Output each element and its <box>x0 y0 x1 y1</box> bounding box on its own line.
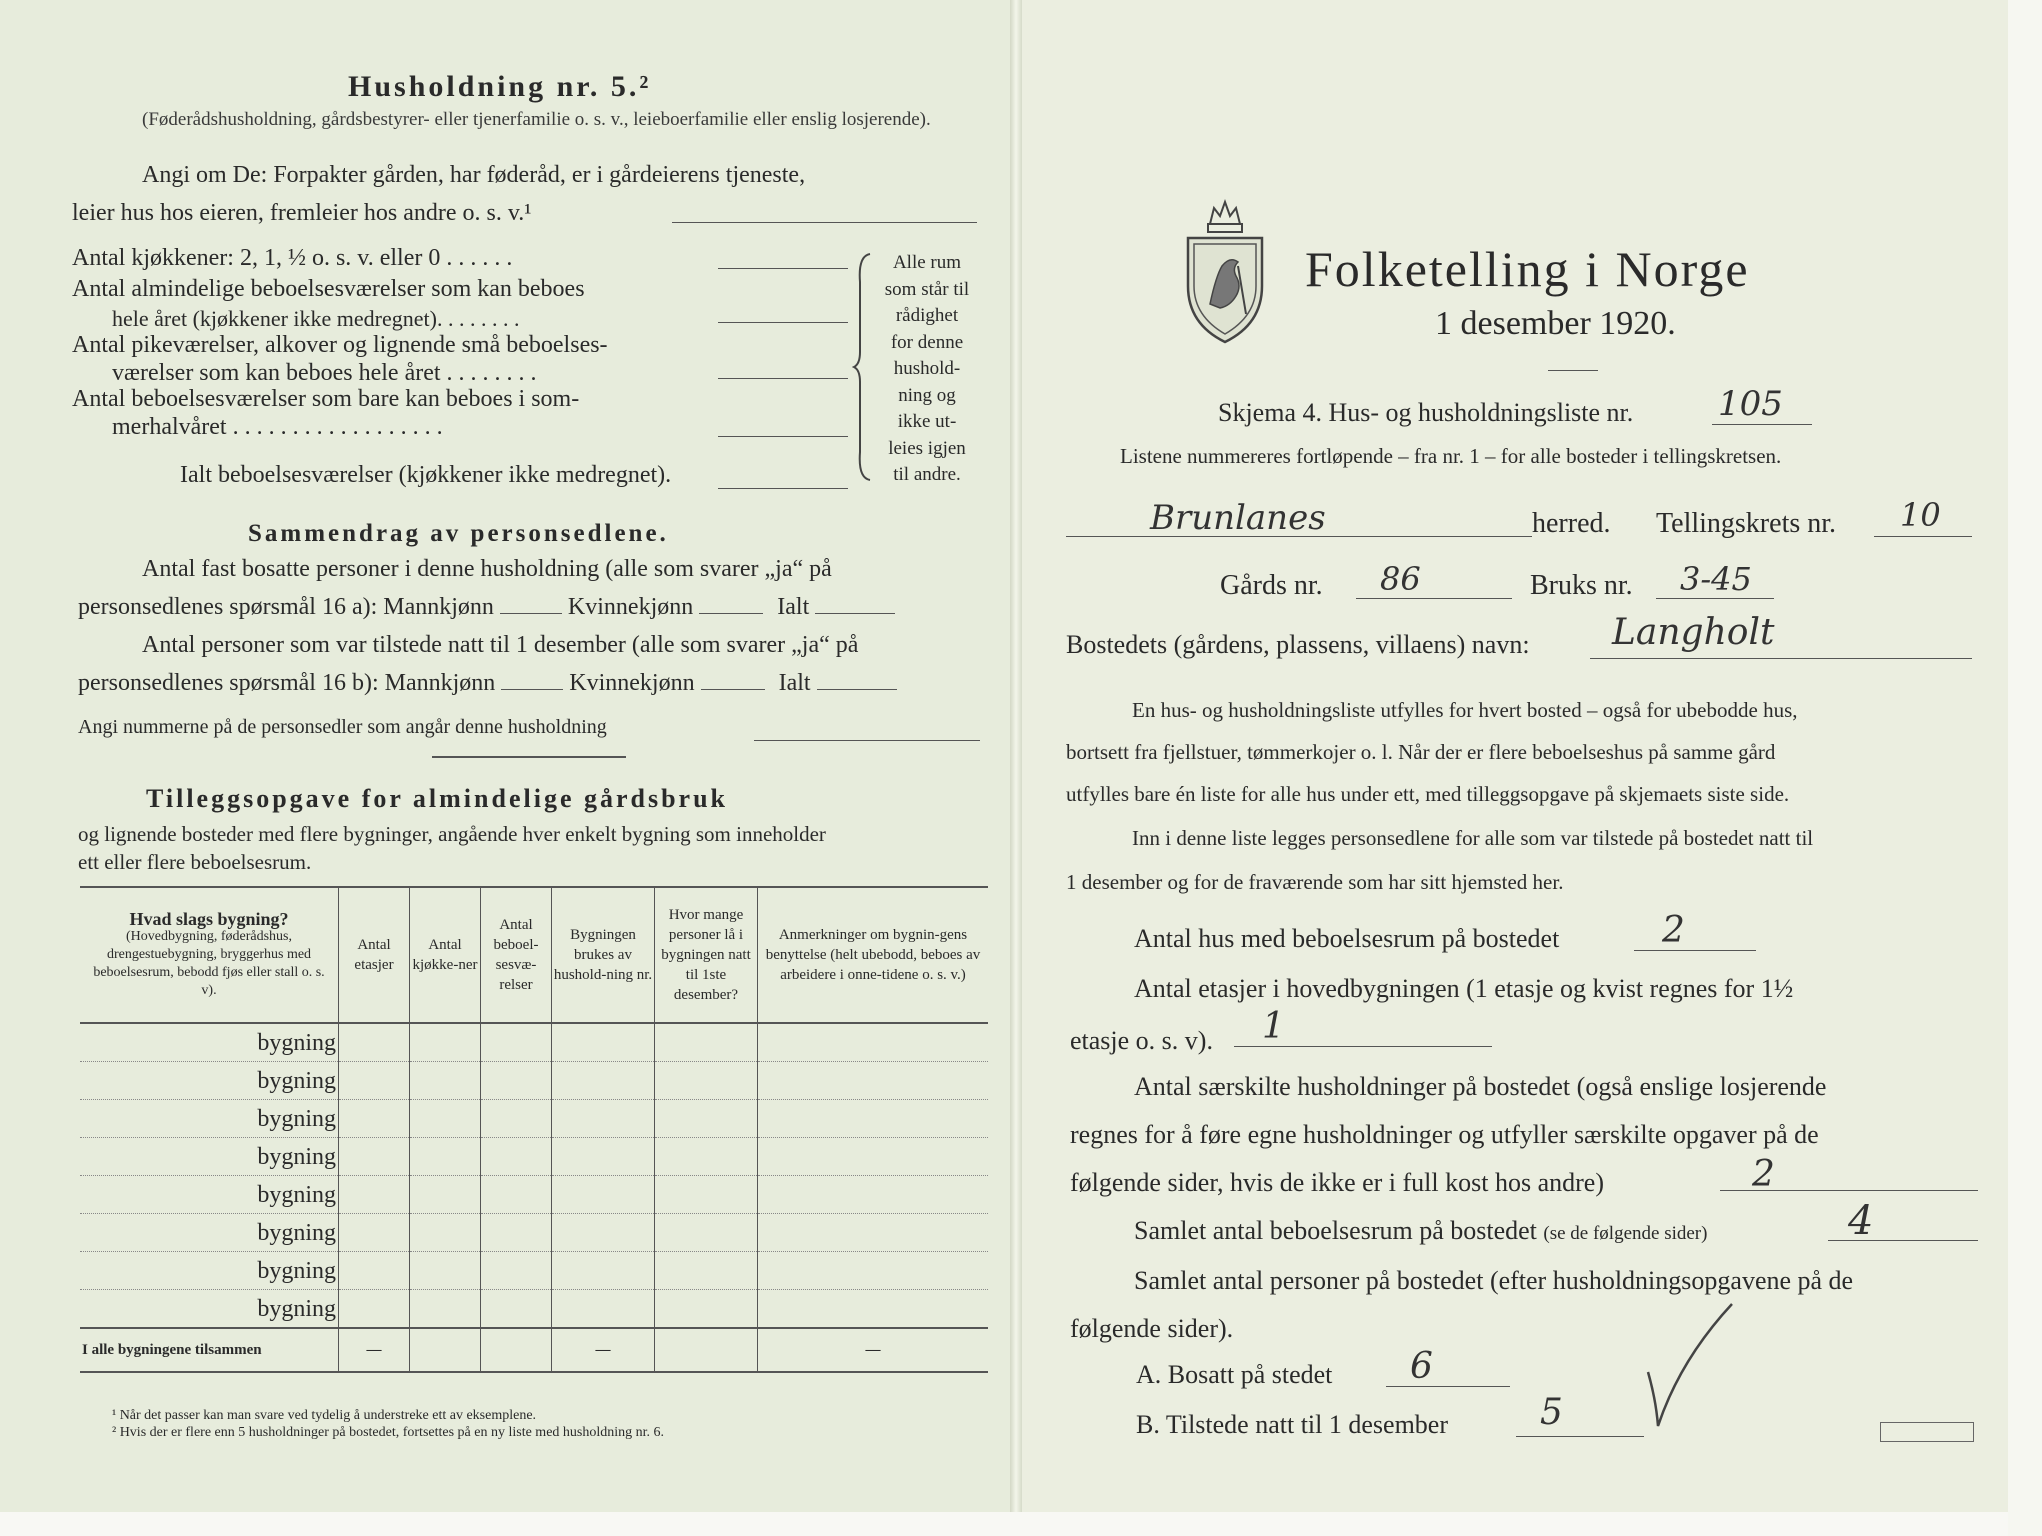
cell[interactable] <box>410 1252 481 1290</box>
a-resident-line <box>1386 1386 1510 1387</box>
header-persons: Hvor mange personer lå i bygningen natt til 1ste desember? <box>655 887 758 1023</box>
cell[interactable] <box>481 1023 552 1062</box>
numbers-answer-line[interactable] <box>754 740 980 741</box>
side-note-line: ikke ut- <box>897 411 957 432</box>
table-row <box>80 1138 988 1176</box>
ask-answer-line[interactable] <box>672 222 977 223</box>
table-row <box>80 1062 988 1100</box>
rooms-a-line-2: hele året (kjøkkener ikke medregnet). . . . . . . . <box>112 306 520 331</box>
numbering-note: Listene nummereres fortløpende – fra nr. 1 – for alle bosteder i tellingskretsen. <box>1120 444 1782 468</box>
rooms-b-answer-line[interactable] <box>718 378 848 379</box>
cell[interactable] <box>655 1252 758 1290</box>
summary-b-mann-field[interactable] <box>501 689 563 690</box>
cell[interactable] <box>758 1252 989 1290</box>
ask-line-2: leier hus hos eieren, fremleier hos andre o. s. v.¹ <box>72 200 532 226</box>
header-remarks: Anmerkninger om bygnin-gens benyttelse (helt ubebodd, beboes av arbeidere i onne-tidene o. s. v.) <box>758 887 989 1023</box>
cell[interactable] <box>339 1290 410 1329</box>
row-label: bygning <box>80 1214 339 1252</box>
summary-a-line-2 <box>78 594 895 621</box>
header-floors: Antal etasjer <box>339 887 410 1023</box>
q-households-line-3: følgende sider, hvis de ikke er i full kost hos andre) <box>1070 1168 1604 1197</box>
right-page <box>1015 0 2042 1536</box>
total-rooms-question: Ialt beboelsesværelser (kjøkkener ikke medregnet). <box>180 462 672 488</box>
cell[interactable] <box>758 1062 989 1100</box>
total-rooms-answer-line[interactable] <box>718 488 848 489</box>
summary-a-label: personsedlenes spørsmål 16 a): Mannkjønn <box>78 594 494 620</box>
cell[interactable] <box>758 1100 989 1138</box>
scan-right-edge <box>2008 0 2042 1536</box>
side-note-line: for denne <box>890 331 964 353</box>
cell[interactable] <box>410 1176 481 1214</box>
summary-b-line-1: Antal personer som var tilstede natt til 1 desember (alle som svarer „ja“ på <box>142 632 859 658</box>
row-label: bygning <box>80 1023 339 1062</box>
rooms-a-line-1: Antal almindelige beboelsesværelser som kan beboes <box>72 276 585 302</box>
row-label: bygning <box>80 1100 339 1138</box>
cell[interactable] <box>655 1138 758 1176</box>
summary-title: Sammendrag av personsedlene. <box>248 520 669 547</box>
row-label: bygning <box>80 1062 339 1100</box>
rooms-b-line-2: værelser som kan beboes hele året . . . . . . . . <box>112 360 537 386</box>
checkmark-icon <box>1640 1300 1740 1430</box>
total-row-label: I alle bygningene tilsammen <box>80 1328 339 1372</box>
tellingskrets-line <box>1874 536 1972 537</box>
tellingskrets-value[interactable]: 10 <box>1900 496 1941 534</box>
printer-stamp <box>1880 1422 1974 1442</box>
page-fold <box>1010 0 1022 1536</box>
cell[interactable] <box>339 1138 410 1176</box>
b-present-line <box>1516 1436 1644 1437</box>
cell[interactable] <box>481 1176 552 1214</box>
herred-line <box>1066 536 1532 537</box>
side-note-line: rådighet <box>895 305 959 326</box>
q-rooms-line <box>1828 1240 1978 1241</box>
household-intro: (Føderådshusholdning, gårdsbestyrer- eller tjenerfamilie o. s. v., leieboerfamilie eller enslig losjerende). <box>142 109 931 130</box>
rooms-c-line-2: merhalvåret . . . . . . . . . . . . . . . . . . <box>112 414 443 440</box>
b-present-label: B. Tilstede natt til 1 desember <box>1136 1410 1448 1439</box>
side-note-line: hushold- <box>893 358 961 379</box>
side-note <box>872 250 982 489</box>
bruks-line <box>1656 598 1774 599</box>
q-persons-line-2: følgende sider). <box>1070 1314 1234 1343</box>
cell[interactable] <box>481 1252 552 1290</box>
cell[interactable] <box>758 1290 989 1329</box>
row-label: bygning <box>80 1176 339 1214</box>
supplement-title: Tilleggsopgave for almindelige gårdsbruk <box>146 784 729 813</box>
cell[interactable] <box>552 1062 655 1100</box>
cell[interactable] <box>758 1176 989 1214</box>
cell[interactable] <box>655 1176 758 1214</box>
cell[interactable] <box>410 1100 481 1138</box>
cell[interactable] <box>552 1252 655 1290</box>
cell[interactable] <box>339 1252 410 1290</box>
summary-a-kvinne-label: Kvinnekjønn <box>567 594 694 620</box>
cell[interactable] <box>410 1023 481 1062</box>
gards-value[interactable]: 86 <box>1380 560 1421 598</box>
ask-line-1: Angi om De: Forpakter gården, har føderåd, er i gårdeierens tjeneste, <box>142 162 806 188</box>
herred-label: herred. <box>1532 508 1611 539</box>
rooms-c-answer-line[interactable] <box>718 436 848 437</box>
cell[interactable] <box>655 1100 758 1138</box>
q-floors-line-1: Antal etasjer i hovedbygningen (1 etasje og kvist regnes for 1½ <box>1134 974 1794 1003</box>
summary-a-line-1: Antal fast bosatte personer i denne husholdning (alle som svarer „ja“ på <box>142 556 832 582</box>
kitchens-question: Antal kjøkkener: 2, 1, ½ o. s. v. eller 0 . . . . . . <box>72 245 513 271</box>
buildings-table <box>80 886 988 1373</box>
schema-number-line <box>1712 424 1812 425</box>
summary-b-ialt-field[interactable] <box>817 689 897 690</box>
instruction-3: utfylles bare én liste for alle hus under ett, med tilleggsopgave på skjemaets siste side. <box>1066 782 1790 806</box>
header-building-type-text: (Hovedbygning, føderådshus, drengestuebygning, bryggerhus med beboelsesrum, bebodd fjøs eller stall o. s. v). <box>93 929 325 998</box>
table-row <box>80 1023 988 1062</box>
numbers-line: Angi nummerne på de personsedler som angår denne husholdning <box>78 716 607 738</box>
cell[interactable] <box>339 1062 410 1100</box>
cell[interactable] <box>481 1214 552 1252</box>
cell[interactable] <box>552 1214 655 1252</box>
bosted-value[interactable]: Langholt <box>1612 612 1775 653</box>
summary-b-line-2 <box>78 670 897 697</box>
summary-b-kvinne-field[interactable] <box>701 689 765 690</box>
total-rooms[interactable] <box>481 1328 552 1372</box>
rooms-b-line-1: Antal pikeværelser, alkover og lignende små beboelses- <box>72 332 608 358</box>
table-row <box>80 1100 988 1138</box>
cell[interactable] <box>410 1062 481 1100</box>
cell[interactable] <box>339 1176 410 1214</box>
cell[interactable] <box>758 1214 989 1252</box>
table-header-row <box>80 887 988 1023</box>
q-households-line-1: Antal særskilte husholdninger på bostedet (også enslige losjerende <box>1134 1072 1827 1101</box>
cell[interactable] <box>410 1214 481 1252</box>
a-resident-value[interactable]: 6 <box>1410 1346 1433 1387</box>
row-label: bygning <box>80 1290 339 1329</box>
instruction-2: bortsett fra fjellstuer, tømmerkojer o. l. Når der er flere beboelseshus på samme gård <box>1066 740 1776 764</box>
b-present-value[interactable]: 5 <box>1540 1392 1563 1433</box>
schema-number[interactable]: 105 <box>1718 384 1783 424</box>
title-rule <box>1548 370 1598 371</box>
supplement-text-1: og lignende bosteder med flere bygninger, angående hver enkelt bygning som inneholder <box>78 822 826 846</box>
q-houses-line <box>1634 950 1756 951</box>
bruks-value[interactable]: 3-45 <box>1680 560 1752 598</box>
summary-b-kvinne-label: Kvinnekjønn <box>569 670 695 696</box>
total-used-by: — <box>552 1328 655 1372</box>
cell[interactable] <box>481 1062 552 1100</box>
footnote-1: ¹ Når det passer kan man svare ved tydelig å understreke ett av eksemplene. <box>112 1408 537 1423</box>
supplement-text-2: ett eller flere beboelsesrum. <box>78 850 312 874</box>
side-note-line: som står til <box>884 278 970 300</box>
herred-value[interactable]: Brunlanes <box>1150 498 1326 538</box>
q-rooms-label-small: (se de følgende sider) <box>1543 1223 1708 1244</box>
gards-line <box>1356 598 1512 599</box>
cell[interactable] <box>655 1023 758 1062</box>
q-floors-line-2: etasje o. s. v). <box>1070 1026 1213 1055</box>
cell[interactable] <box>552 1290 655 1329</box>
instruction-4: Inn i denne liste legges personsedlene for alle som var tilstede på bostedet natt til <box>1132 826 1814 850</box>
total-persons[interactable] <box>655 1328 758 1372</box>
q-houses-label: Antal hus med beboelsesrum på bostedet <box>1134 924 1560 953</box>
census-title: Folketelling i Norge <box>1305 241 1750 297</box>
gards-label: Gårds nr. <box>1220 570 1323 601</box>
header-used-by: Bygningen brukes av hushold-ning nr. <box>552 887 655 1023</box>
instruction-1: En hus- og husholdningsliste utfylles for hvert bosted – også for ubebodde hus, <box>1132 698 1798 722</box>
header-rooms: Antal beboel-sesvæ-relser <box>481 887 552 1023</box>
q-houses-value[interactable]: 2 <box>1662 910 1685 951</box>
cell[interactable] <box>655 1290 758 1329</box>
total-floors: — <box>339 1328 410 1372</box>
table-total-row <box>80 1328 988 1372</box>
coat-of-arms-icon <box>1180 196 1270 346</box>
q-floors-value[interactable]: 1 <box>1262 1006 1285 1047</box>
household-title: Husholdning nr. 5.² <box>348 70 652 103</box>
kitchens-answer-line[interactable] <box>718 268 848 269</box>
side-note-line: Alle rum <box>892 252 962 273</box>
cell[interactable] <box>481 1290 552 1329</box>
bruks-label: Bruks nr. <box>1530 570 1633 601</box>
cell[interactable] <box>655 1214 758 1252</box>
q-floors-line <box>1234 1046 1492 1047</box>
total-kitchens <box>410 1328 481 1372</box>
census-date: 1 desember 1920. <box>1435 305 1676 342</box>
cell[interactable] <box>655 1062 758 1100</box>
row-label: bygning <box>80 1138 339 1176</box>
cell[interactable] <box>758 1023 989 1062</box>
cell[interactable] <box>552 1100 655 1138</box>
summary-a-mann-field[interactable] <box>500 613 562 614</box>
side-note-line: leies igjen <box>888 437 966 459</box>
q-rooms-label <box>1134 1216 1707 1246</box>
cell[interactable] <box>410 1290 481 1329</box>
footnote-2: ² Hvis der er flere enn 5 husholdninger på bostedet, fortsettes på en ny liste med husholdning nr. 6. <box>112 1425 665 1440</box>
cell[interactable] <box>481 1138 552 1176</box>
table-row <box>80 1290 988 1329</box>
cell[interactable] <box>339 1214 410 1252</box>
q-rooms-value[interactable]: 4 <box>1848 1198 1874 1244</box>
q-persons-line-1: Samlet antal personer på bostedet (efter husholdningsopgavene på de <box>1134 1266 1854 1295</box>
table-row <box>80 1176 988 1214</box>
rooms-c-line-1: Antal beboelsesværelser som bare kan beboes i som- <box>72 386 580 412</box>
summary-a-kvinne-field[interactable] <box>699 613 763 614</box>
cell[interactable] <box>410 1138 481 1176</box>
schema-label: Skjema 4. Hus- og husholdningsliste nr. <box>1218 398 1634 427</box>
q-households-line <box>1720 1190 1978 1191</box>
q-households-line-2: regnes for å føre egne husholdninger og utfyller særskilte opgaver på de <box>1070 1120 1819 1149</box>
cell[interactable] <box>339 1100 410 1138</box>
header-building-type <box>80 887 339 1023</box>
row-label: bygning <box>80 1252 339 1290</box>
q-rooms-label-text: Samlet antal beboelsesrum på bostedet <box>1134 1216 1537 1245</box>
side-note-line: ning og <box>898 384 956 406</box>
cell[interactable] <box>339 1023 410 1062</box>
bosted-line <box>1590 658 1972 659</box>
bosted-label: Bostedets (gårdens, plassens, villaens) navn: <box>1066 630 1530 659</box>
cell[interactable] <box>481 1100 552 1138</box>
a-resident-label: A. Bosatt på stedet <box>1136 1360 1333 1389</box>
summary-a-ialt-field[interactable] <box>815 613 895 614</box>
brace-icon <box>852 252 874 482</box>
cell[interactable] <box>552 1176 655 1214</box>
summary-b-ialt-label: Ialt <box>778 670 811 696</box>
rooms-a-answer-line[interactable] <box>718 322 848 323</box>
summary-b-label: personsedlenes spørsmål 16 b): Mannkjønn <box>78 670 496 696</box>
cell[interactable] <box>552 1023 655 1062</box>
cell[interactable] <box>552 1138 655 1176</box>
tellingskrets-label: Tellingskrets nr. <box>1656 508 1837 539</box>
scan-bottom-edge <box>0 1512 2042 1536</box>
section-divider <box>432 756 626 758</box>
table-row <box>80 1252 988 1290</box>
q-households-value[interactable]: 2 <box>1752 1154 1775 1195</box>
header-building-type-bold: Hvad slags bygning? <box>129 909 289 929</box>
table-row <box>80 1214 988 1252</box>
total-remarks: — <box>758 1328 989 1372</box>
side-note-line: til andre. <box>893 464 961 485</box>
cell[interactable] <box>758 1138 989 1176</box>
summary-a-ialt-label: Ialt <box>777 594 810 620</box>
instruction-5: 1 desember og for de fraværende som har sitt hjemsted her. <box>1066 870 1564 894</box>
header-kitchens: Antal kjøkke-ner <box>410 887 481 1023</box>
